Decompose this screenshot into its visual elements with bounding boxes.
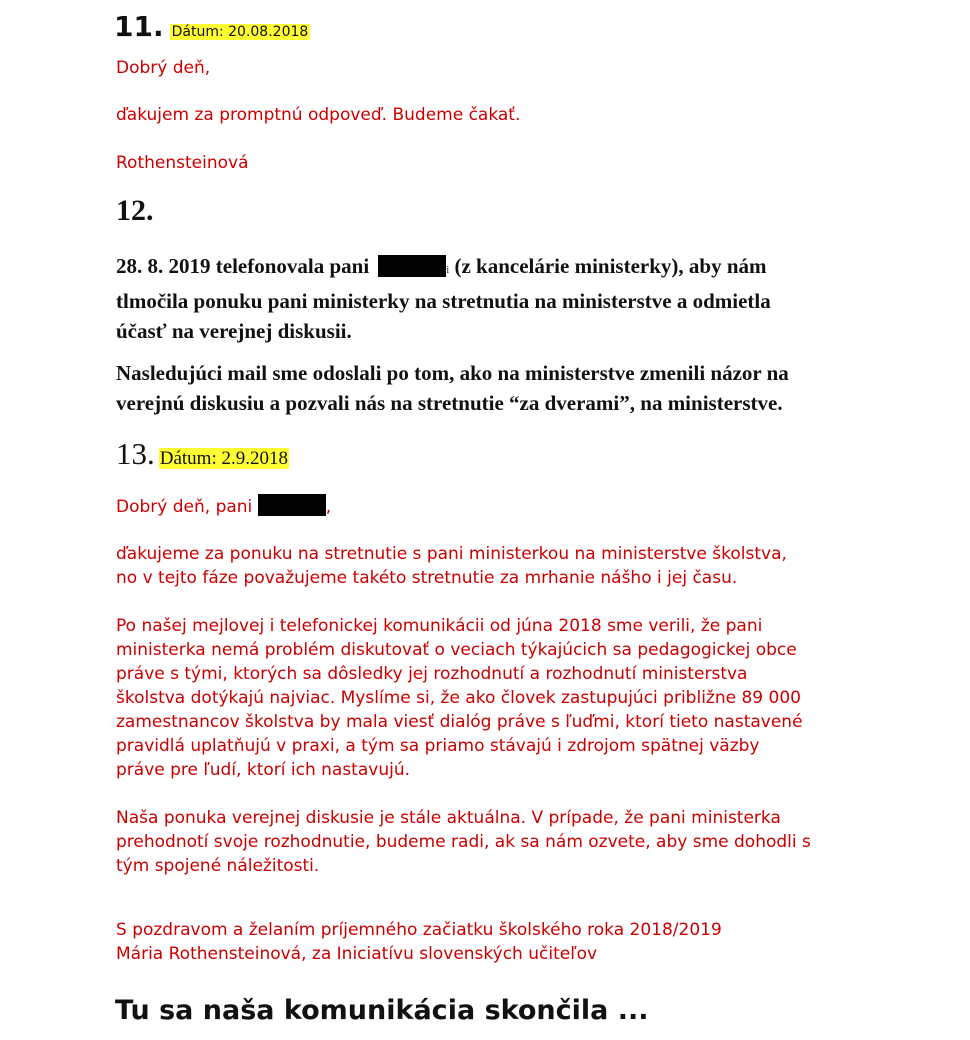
entry-number: 12. bbox=[116, 194, 154, 227]
paragraph-text: 28. 8. 2019 telefonovala pani bbox=[116, 254, 370, 278]
signature: Rothensteinová bbox=[116, 153, 249, 173]
paragraph-line: pravidlá uplatňujú v praxi, a tým sa priamo stávajú i zdrojom spätnej väzby bbox=[116, 736, 760, 756]
date-label: Dátum: 2.9.2018 bbox=[159, 448, 288, 469]
paragraph-line: Naša ponuka verejnej diskusie je stále aktuálna. V prípade, že pani ministerka bbox=[116, 808, 781, 828]
entry-number: 11. bbox=[114, 10, 164, 43]
entry-13-header bbox=[116, 436, 289, 472]
paragraph-line: školstva dotýkajú najviac. Myslíme si, že ako človek zastupujúci približne 89 000 bbox=[116, 688, 801, 708]
entry-13-paragraph-3 bbox=[116, 806, 936, 878]
closing-line: Mária Rothensteinová, za Iniciatívu slovenských učiteľov bbox=[116, 944, 598, 964]
greeting: Dobrý deň, bbox=[116, 58, 211, 78]
paragraph-line: tlmočila ponuku pani ministerky na stretnutia na ministerstve a odmietla bbox=[116, 289, 771, 313]
paragraph-line: Nasledujúci mail sme odoslali po tom, ako na ministerstve zmenili názor na bbox=[116, 361, 789, 385]
redacted-name bbox=[258, 494, 326, 516]
entry-13-paragraph-2 bbox=[116, 614, 936, 782]
date-label: Dátum: 20.08.2018 bbox=[171, 24, 309, 40]
greeting bbox=[116, 494, 331, 519]
paragraph-line: verejnú diskusiu a pozvali nás na stretnutie “za dverami”, na ministerstve. bbox=[116, 391, 783, 415]
paragraph-line: ministerka nemá problém diskutovať o veciach týkajúcich sa pedagogickej obce bbox=[116, 640, 797, 660]
paragraph-line: práve s tými, ktorých sa dôsledky jej rozhodnutí a rozhodnutí ministerstva bbox=[116, 664, 748, 684]
closing bbox=[116, 918, 936, 966]
entry-13-paragraph-1 bbox=[116, 542, 936, 590]
paragraph-line: zamestnancov školstva by mala viesť dialóg práve s ľuďmi, ktorí tieto nastavené bbox=[116, 712, 803, 732]
body-line: ďakujem za promptnú odpoveď. Budeme čakať. bbox=[116, 105, 521, 125]
paragraph-line: no v tejto fáze považujeme takéto stretnutie za mrhanie nášho i jej času. bbox=[116, 568, 738, 588]
entry-number: 13. bbox=[116, 436, 155, 471]
entry-11-header bbox=[114, 10, 310, 43]
paragraph-line: prehodnotí svoje rozhodnutie, budeme radi, ak sa nám ozvete, aby sme dohodli s bbox=[116, 832, 811, 852]
final-heading: Tu sa naša komunikácia skončila ... bbox=[115, 995, 649, 1026]
entry-12-paragraph-2 bbox=[116, 358, 896, 418]
closing-line: S pozdravom a želaním príjemného začiatku školského roka 2018/2019 bbox=[116, 920, 722, 940]
entry-12-paragraph-1 bbox=[116, 251, 876, 346]
greeting-text: Dobrý deň, pani bbox=[116, 497, 253, 517]
redacted-name bbox=[378, 255, 446, 277]
paragraph-line: ďakujeme za ponuku na stretnutie s pani ministerkou na ministerstve školstva, bbox=[116, 544, 787, 564]
paragraph-line: účasť na verejnej diskusii. bbox=[116, 319, 352, 343]
paragraph-text: (z kancelárie ministerky), aby nám bbox=[454, 254, 767, 278]
paragraph-line: práve pre ľudí, ktorí ich nastavujú. bbox=[116, 760, 411, 780]
paragraph-line: Po našej mejlovej i telefonickej komunikácii od júna 2018 sme verili, že pani bbox=[116, 616, 763, 636]
redaction-mark: i bbox=[446, 265, 450, 276]
paragraph-line: tým spojené náležitosti. bbox=[116, 856, 320, 876]
greeting-punct: , bbox=[325, 497, 332, 517]
